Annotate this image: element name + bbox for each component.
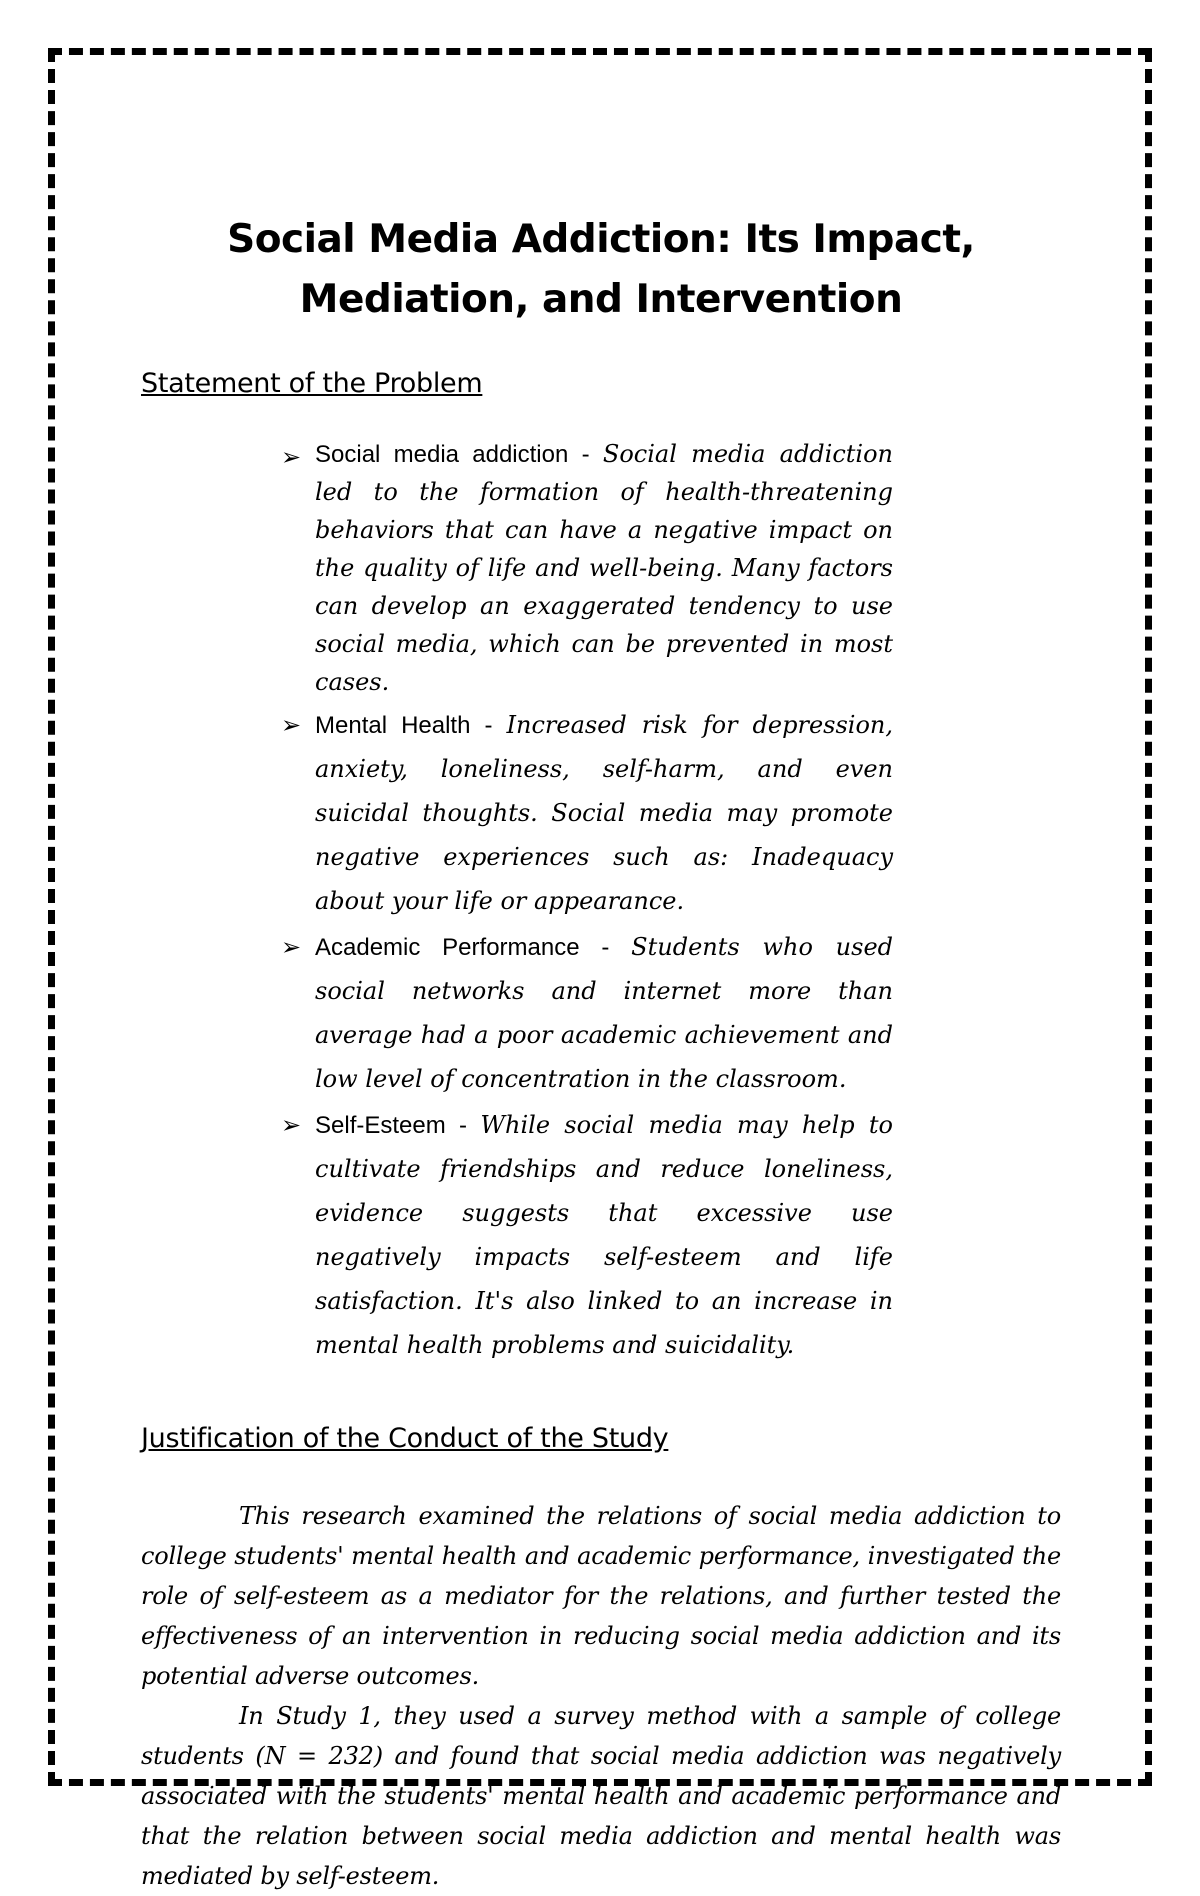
bullet-item-mental-health xyxy=(281,705,893,925)
arrow-bullet-icon: ➢ xyxy=(281,1111,302,1139)
bullet-item-self-esteem xyxy=(281,1105,893,1369)
bullet-item-social-media-addiction xyxy=(281,437,893,703)
bullet-description: Increased risk for depression, anxiety, loneliness, self-harm, and even suicidal thoughts. Social media may promote negative experiences such as: Inadequacy about your life or appearance. xyxy=(315,711,894,915)
justification-paragraph: In Study 1, they used a survey method with a sample of college students (N = 232) and found that social media addiction was negatively associated with the students' mental health and academic performance and that the relation between social media addiction and mental health was mediated by self-esteem. xyxy=(141,1702,1061,1890)
arrow-bullet-icon: ➢ xyxy=(281,443,302,471)
problem-bullet-list xyxy=(141,437,893,1369)
bullet-description: Students who used social networks and internet more than average had a poor academic achievement and low level of concentration in the classroom. xyxy=(315,933,894,1093)
bullet-description: While social media may help to cultivate friendships and reduce loneliness, evidence suggests that excessive use negatively impacts self-esteem and life satisfaction. It's also linked to an increase in mental health problems and suicidality. xyxy=(315,1111,893,1359)
arrow-bullet-icon: ➢ xyxy=(281,711,302,739)
bullet-term: Social media addiction xyxy=(315,441,569,468)
bullet-term: Academic Performance xyxy=(315,934,580,961)
bullet-separator: - xyxy=(579,934,632,961)
bullet-description: Social media addiction led to the formation of health-threatening behaviors that can have a negative impact on the quality of life and well-being. Many factors can develop an exaggerated tendency to use social media, which can be prevented in most cases. xyxy=(315,440,894,696)
justification-paragraph: This research examined the relations of social media addiction to college students' mental health and academic performance, investigated the role of self-esteem as a mediator for the relations, and further tested the effectiveness of an intervention in reducing social media addiction and its potential adverse outcomes. xyxy=(141,1502,1061,1690)
bullet-item-academic-performance xyxy=(281,927,893,1103)
bullet-term: Mental Health xyxy=(315,712,471,739)
bullet-separator: - xyxy=(445,1112,481,1139)
justification-heading: Justification of the Conduct of the Study xyxy=(141,1423,669,1454)
statement-heading: Statement of the Problem xyxy=(141,368,483,399)
document-content xyxy=(141,210,1061,1896)
arrow-bullet-icon: ➢ xyxy=(281,933,302,961)
bullet-term: Self-Esteem xyxy=(315,1112,446,1139)
bullet-separator: - xyxy=(470,712,507,739)
document-title: Social Media Addiction: Its Impact, Mediation, and Intervention xyxy=(227,217,975,322)
bullet-separator: - xyxy=(568,441,603,468)
